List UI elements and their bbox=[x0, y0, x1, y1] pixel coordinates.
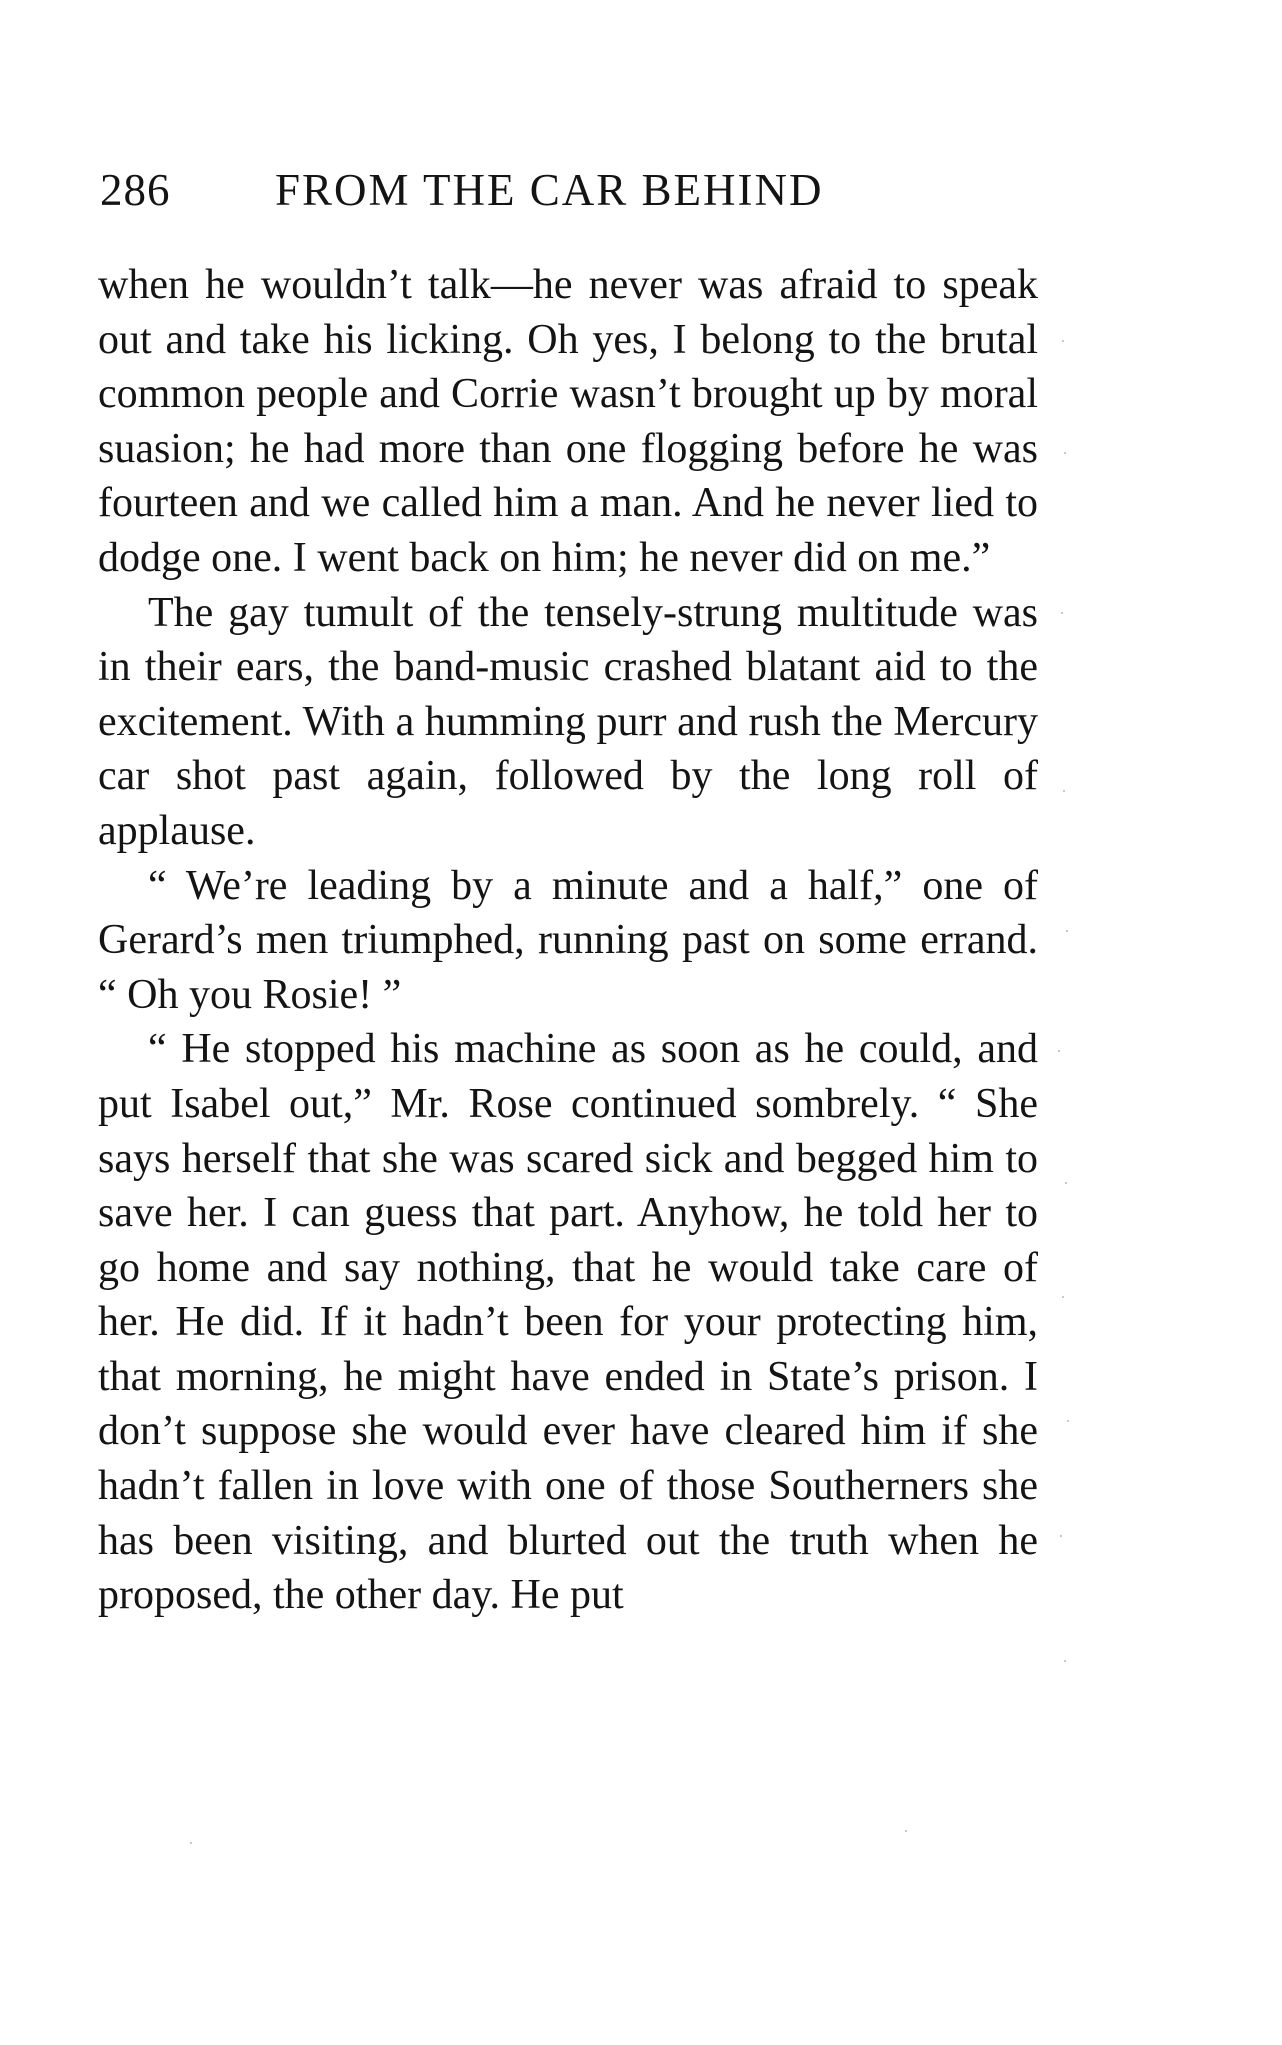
scan-speck bbox=[1064, 1660, 1066, 1662]
scan-speck bbox=[190, 1842, 192, 1844]
scan-speck bbox=[1065, 1182, 1067, 1184]
paragraph: The gay tumult of the tensely-strung multitude was in their ears, the band-music crashed blatant aid to the excitement. With a humming purr and rush the Mercury car shot past again, followed by the long roll of applause. bbox=[98, 589, 1038, 854]
paragraph: “ We’re leading by a minute and a half,” one of Gerard’s men triumphed, running past on some errand. “ Oh you Rosie! ” bbox=[98, 862, 1038, 1018]
paragraph: “ He stopped his machine as soon as he could, and put Isabel out,” Mr. Rose continued sombrely. “ She says herself that she was scared sick and begged him to save her. I can guess that part. Anyhow, he told her to go home and say nothing, that he would take care of her. He did. If it hadn’t been for your protecting him, that morning, he might have ended in State’s prison. I don’t suppose she would ever have cleared him if she hadn’t fallen in love with one of those Southerners she has been visiting, and blurted out the truth when he proposed, the other day. He put bbox=[98, 1026, 1038, 1619]
scan-speck bbox=[1061, 612, 1063, 614]
body-text bbox=[98, 258, 1038, 1623]
scan-speck bbox=[1060, 1535, 1062, 1537]
scan-speck bbox=[1067, 1420, 1069, 1422]
paragraph: when he wouldn’t talk—he never was afraid to speak out and take his licking. Oh yes, I belong to the brutal common people and Corrie wasn’t brought up by moral suasion; he had more than one flogging before he was fourteen and we called him a man. And he never lied to dodge one. I went back on him; he never did on me.” bbox=[98, 262, 1038, 581]
scan-speck bbox=[1063, 790, 1065, 792]
running-head bbox=[100, 160, 1060, 220]
scan-speck bbox=[1062, 340, 1064, 342]
scan-speck bbox=[1066, 930, 1068, 932]
scan-speck bbox=[1064, 452, 1066, 454]
scan-speck bbox=[1058, 1050, 1060, 1052]
scan-speck bbox=[905, 1830, 907, 1832]
running-title: FROM THE CAR BEHIND bbox=[275, 165, 824, 215]
scan-speck bbox=[1062, 1296, 1064, 1298]
page-number: 286 bbox=[100, 165, 171, 215]
